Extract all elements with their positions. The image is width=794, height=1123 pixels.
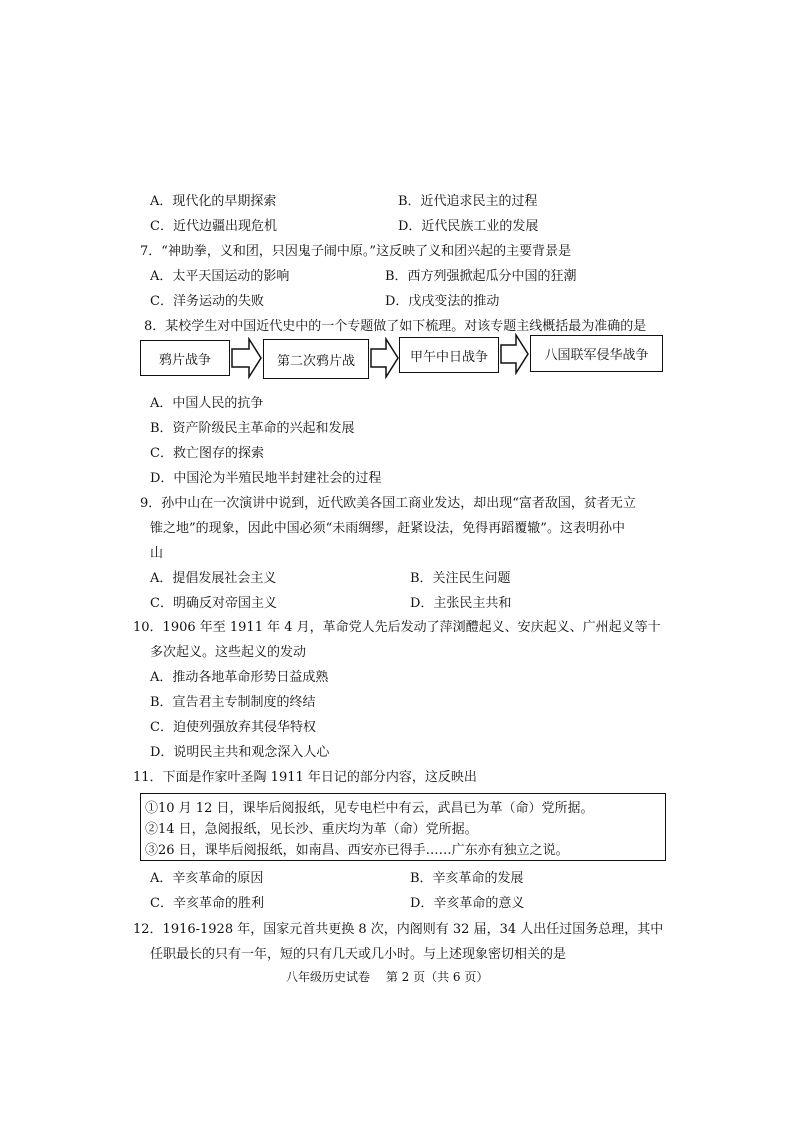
question-12-line-2: 任职最长的只有一年，短的只有几天或几小时。与上述现象密切相关的是 — [150, 947, 567, 962]
question-7-stem: 7．“神助拳，义和团，只因鬼子闹中原。”这反映了义和团兴起的主要背景是 — [140, 244, 572, 259]
option-b: B．近代追求民主的过程 — [398, 194, 538, 209]
question-11-stem: 11．下面是作家叶圣陶 1911 年日记的部分内容，这反映出 — [133, 770, 477, 785]
flow-step-4: 八国联军侵华战争 — [530, 335, 663, 372]
option-c: C．近代边疆出现危机 — [150, 219, 277, 234]
diary-entry-3: ③26 日，课毕后阅报纸，如南昌、西安亦已得手……广东亦有独立之说。 — [145, 843, 569, 858]
q8-option-c: C．救亡图存的探索 — [150, 446, 264, 461]
flow-step-1: 鸦片战争 — [140, 340, 230, 376]
q10-option-b: B．宣告君主专制制度的终结 — [150, 695, 316, 710]
q11-option-d: D．辛亥革命的意义 — [410, 896, 525, 911]
question-12-line-1: 12．1916-1928 年，国家元首共更换 8 次，内阁则有 32 届，34 人出任过国务总理，其中 — [133, 922, 664, 937]
diary-entry-2: ②14 日，急阅报纸，见长沙、重庆均为革（命）党所据。 — [145, 822, 478, 837]
question-8-stem: 8．某校学生对中国近代史中的一个专题做了如下梳理。对该专题主线概括最为准确的是 — [144, 319, 647, 334]
q7-option-a: A．太平天国运动的影响 — [150, 269, 290, 284]
arrow-right-icon — [231, 337, 263, 379]
q8-option-b: B．资产阶级民主革命的兴起和发展 — [150, 421, 355, 436]
q11-option-b: B．辛亥革命的发展 — [410, 871, 524, 886]
q10-option-a: A．推动各地革命形势日益成熟 — [150, 670, 329, 685]
q11-option-a: A．辛亥革命的原因 — [150, 871, 264, 886]
q7-option-c: C．洋务运动的失败 — [150, 294, 264, 309]
page-footer: 八年级历史试卷 第 2 页（共 6 页） — [286, 970, 489, 984]
question-10-line-2: 多次起义。这些起义的发动 — [150, 645, 307, 660]
option-a: A．现代化的早期探索 — [150, 194, 277, 209]
q9-option-a: A．提倡发展社会主义 — [150, 571, 277, 586]
q11-option-c: C．辛亥革命的胜利 — [150, 896, 264, 911]
diary-entry-1: ①10 月 12 日，课毕后阅报纸，见专电栏中有云，武昌已为革（命）党所据。 — [145, 801, 594, 816]
arrow-right-icon — [500, 333, 530, 375]
question-9-line-1: 9．孙中山在一次演讲中说到，近代欧美各国工商业发达，却出现“富者敌国，贫者无立 — [140, 496, 636, 511]
q9-option-d: D．主张民主共和 — [410, 596, 512, 611]
q7-option-d: D．戊戌变法的推动 — [385, 294, 500, 309]
q9-option-b: B．关注民生问题 — [410, 571, 511, 586]
diary-quote-box — [140, 793, 666, 861]
flow-step-2: 第二次鸦片战 — [263, 339, 369, 379]
q9-option-c: C．明确反对帝国主义 — [150, 596, 277, 611]
q8-option-a: A．中国人民的抗争 — [150, 396, 264, 411]
q8-option-d: D．中国沦为半殖民地半封建社会的过程 — [150, 471, 382, 486]
question-9-line-2: 锥之地”的现象，因此中国必须“未雨绸缪，赶紧设法，免得再蹈覆辙”。这表明孙中 — [150, 521, 625, 536]
q10-option-c: C．迫使列强放弃其侵华特权 — [150, 720, 316, 735]
arrow-right-icon — [370, 337, 400, 379]
q10-option-d: D．说明民主共和观念深入人心 — [150, 745, 330, 760]
question-9-line-3: 山 — [150, 546, 164, 561]
option-d: D．近代民族工业的发展 — [398, 219, 539, 234]
q7-option-b: B．西方列强掀起瓜分中国的狂潮 — [385, 269, 577, 284]
question-10-line-1: 10．1906 年至 1911 年 4 月，革命党人先后发动了萍浏醴起义、安庆起义、广州起义等十 — [133, 620, 661, 635]
flow-step-3: 甲午中日战争 — [399, 337, 499, 373]
